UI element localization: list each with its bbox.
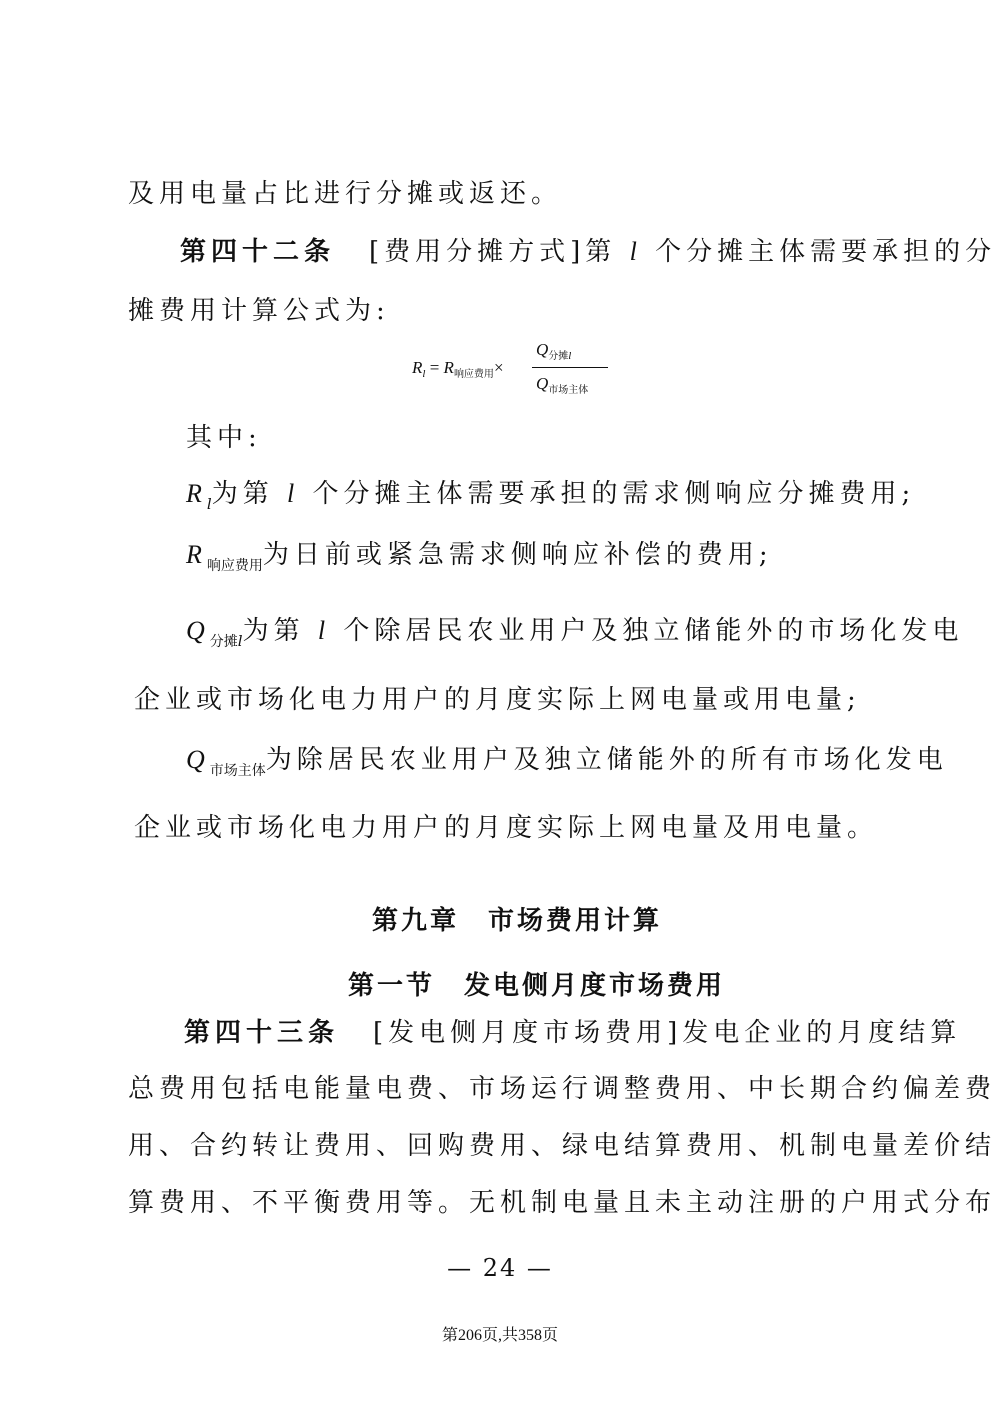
subscript: 市场主体 — [548, 385, 589, 396]
article-number: 第四十三条 — [184, 1018, 340, 1048]
variable: Q — [186, 745, 210, 774]
definition-q-market — [186, 744, 948, 787]
variable: R — [186, 479, 207, 508]
variable: l — [317, 616, 331, 645]
section-heading: 第一节 发电侧月度市场费用 — [348, 971, 726, 1001]
definition-r-response — [186, 539, 773, 582]
subscript: 响应费用 — [453, 369, 494, 380]
formula-numerator — [536, 340, 571, 362]
definition-r-l — [186, 478, 915, 520]
paragraph-line — [128, 1073, 996, 1105]
variable: l — [286, 479, 300, 508]
fraction-bar — [532, 367, 608, 368]
article-43-heading — [184, 1017, 961, 1049]
paragraph-line — [128, 1187, 996, 1219]
variable: Q — [536, 374, 549, 393]
text: 其中: — [186, 423, 262, 453]
text: 用、合约转让费用、回购费用、绿电结算费用、机制电量差价结 — [128, 1131, 997, 1161]
equals-sign: = — [425, 358, 444, 377]
text: 企业或市场化电力用户的月度实际上网电量及用电量。 — [134, 813, 879, 843]
subscript: 分摊 — [209, 634, 238, 650]
paragraph-line — [128, 178, 562, 210]
subscript: 分摊 — [548, 351, 569, 362]
formula-denominator — [536, 374, 588, 396]
variable: R — [186, 540, 207, 569]
apportion-formula — [412, 336, 612, 404]
variable: Q — [536, 340, 549, 359]
text: 为第 — [211, 479, 287, 509]
text: 总费用包括电能量电费、市场运行调整费用、中长期合约偏差费 — [128, 1074, 997, 1104]
article-number: 第四十二条 — [180, 237, 336, 267]
chapter-heading: 第九章 市场费用计算 — [372, 906, 663, 936]
text: [发电侧月度市场费用]发电企业的月度结算 — [373, 1018, 962, 1048]
text: 企业或市场化电力用户的月度实际上网电量或用电量; — [134, 685, 861, 715]
page-number: — 24 — — [447, 1254, 553, 1282]
subscript-variable: l — [568, 350, 572, 362]
formula-lhs — [412, 358, 504, 380]
page-footer: 第206页,共358页 — [441, 1327, 558, 1344]
text: 及用电量占比进行分摊或返还。 — [128, 179, 563, 209]
subscript: l — [206, 495, 212, 513]
text: 个除居民农业用户及独立储能外的市场化发电 — [330, 616, 964, 646]
article-42-heading — [180, 236, 996, 268]
text: 算费用、不平衡费用等。无机制电量且未主动注册的户用式分布 — [128, 1188, 997, 1218]
subscript: 响应费用 — [206, 558, 263, 574]
paragraph-line — [134, 684, 861, 716]
variable: R — [443, 358, 454, 377]
times-sign: × — [493, 358, 504, 377]
text: 为除居民农业用户及独立储能外的所有市场化发电 — [265, 745, 948, 775]
text: 摊费用计算公式为: — [128, 296, 390, 326]
paragraph-line — [128, 1130, 996, 1162]
paragraph-line — [128, 295, 390, 327]
text: 为第 — [242, 616, 318, 646]
text: 个分摊主体需要承担的分 — [641, 237, 997, 267]
definition-q-l — [186, 615, 963, 658]
text: 为日前或紧急需求侧响应补偿的费用; — [262, 540, 773, 570]
subscript: 市场主体 — [209, 763, 266, 779]
variable: R — [412, 358, 423, 377]
subscript-variable: l — [237, 632, 243, 650]
text: 个分摊主体需要承担的需求侧响应分摊费用; — [299, 479, 916, 509]
variable: l — [629, 237, 642, 266]
paragraph-line — [134, 812, 878, 844]
subscript: l — [422, 368, 426, 380]
paragraph-line — [186, 422, 262, 454]
variable: Q — [186, 616, 210, 645]
text: [费用分摊方式]第 — [369, 237, 630, 267]
